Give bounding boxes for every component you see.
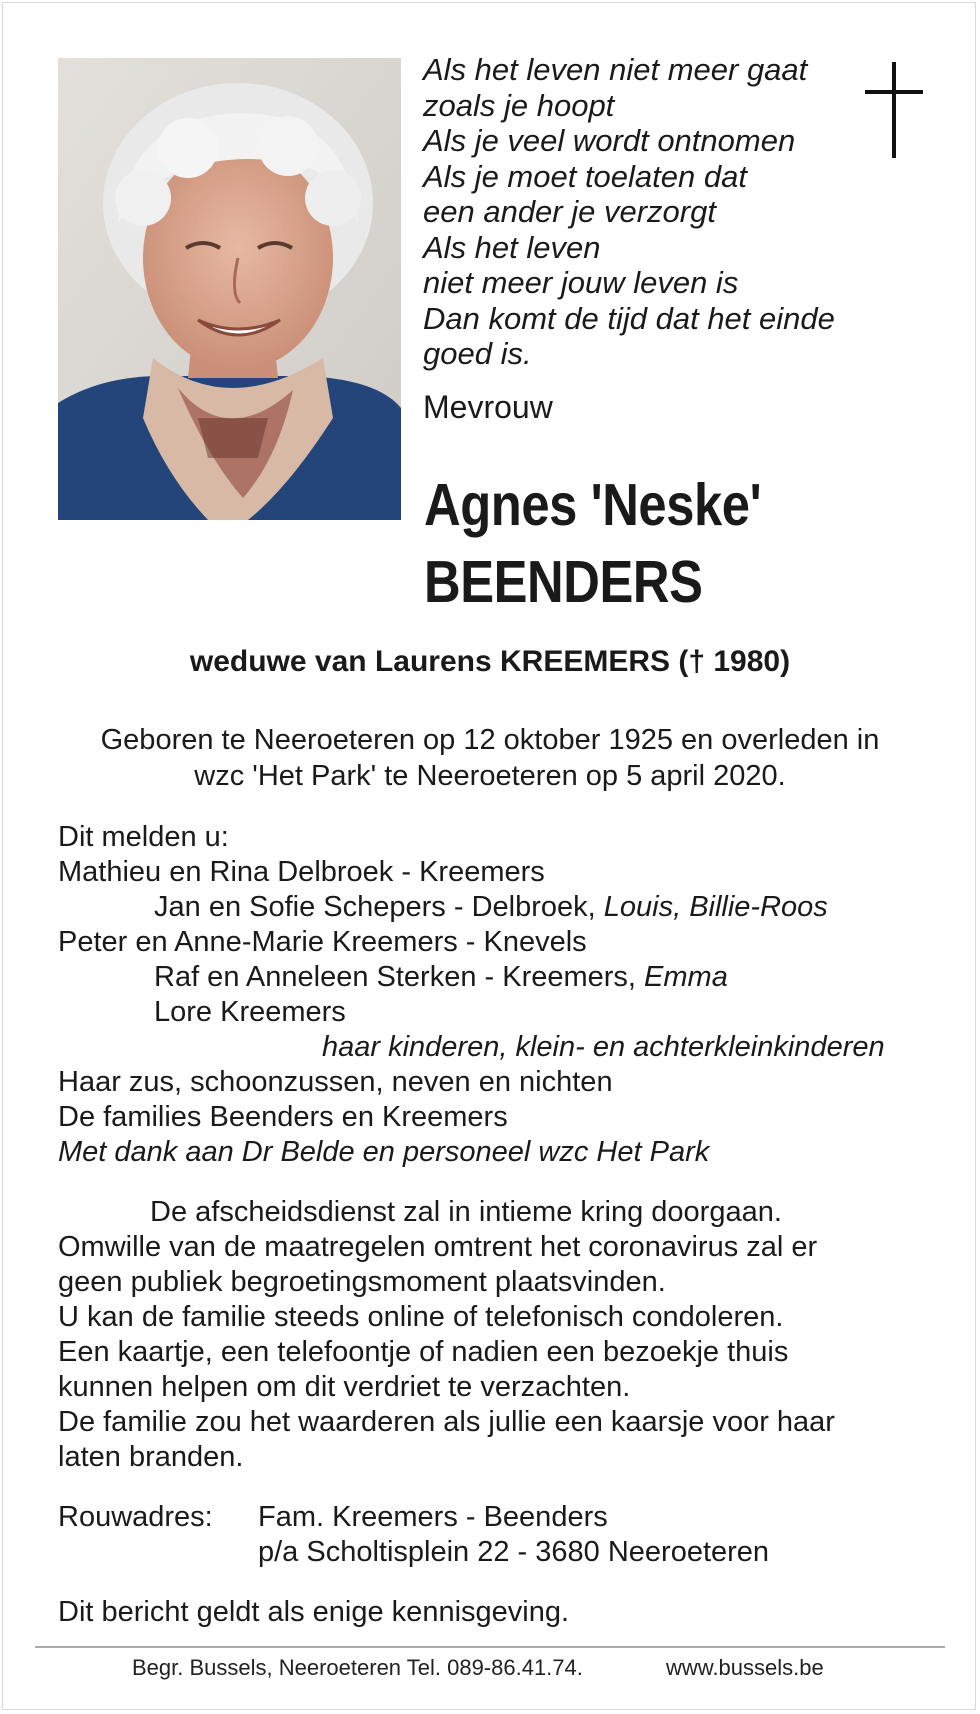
address-line: Fam. Kreemers - Beenders	[258, 1501, 608, 1533]
poem-line: niet meer jouw leven is	[423, 265, 739, 300]
honorific: Mevrouw	[423, 389, 553, 425]
footer-funeral-home: Begr. Bussels, Neeroeteren Tel. 089-86.41.74.	[132, 1655, 583, 1680]
poem	[423, 52, 883, 372]
poem-line: Als het leven niet meer gaat	[423, 52, 808, 87]
poem-line: goed is.	[423, 336, 532, 371]
service-line: laten branden.	[58, 1441, 244, 1473]
poem-line: zoals je hoopt	[423, 87, 615, 123]
family-line: Haar zus, schoonzussen, neven en nichten	[58, 1066, 613, 1098]
death-line: wzc 'Het Park' te Neeroeteren op 5 april 2020.	[194, 760, 786, 792]
family-relation: haar kinderen, klein- en achterkleinkinderen	[322, 1031, 885, 1063]
poem-line: een ander je verzorgt	[423, 194, 716, 229]
service-line: De afscheidsdienst zal in intieme kring doorgaan.	[150, 1196, 782, 1228]
poem-line: Als het leven	[423, 229, 601, 265]
family-line	[154, 961, 728, 994]
widow-line: weduwe van Laurens KREEMERS († 1980)	[189, 645, 791, 678]
grandchildren-names: Louis, Billie-Roos	[603, 891, 828, 923]
family-line: Lore Kreemers	[154, 996, 346, 1028]
poem-line: Als je moet toelaten dat	[423, 158, 747, 194]
service-line: geen publiek begroetingsmoment plaatsvinden.	[58, 1266, 666, 1298]
service-line: kunnen helpen om dit verdriet te verzachten.	[58, 1371, 631, 1403]
address-label: Rouwadres:	[58, 1501, 213, 1533]
footer-divider	[35, 1646, 945, 1648]
family-names: Raf en Anneleen Sterken - Kreemers,	[154, 961, 645, 993]
family-names: Jan en Sofie Schepers - Delbroek,	[154, 891, 604, 923]
service-line: U kan de familie steeds online of telefonisch condoleren.	[58, 1301, 784, 1333]
service-line: Een kaartje, een telefoontje of nadien een bezoekje thuis	[58, 1336, 789, 1368]
family-line: Peter en Anne-Marie Kreemers - Knevels	[58, 926, 587, 958]
family-line: De families Beenders en Kreemers	[58, 1101, 508, 1133]
footer-website[interactable]: www.bussels.be	[666, 1655, 824, 1680]
thanks-line: Met dank aan Dr Belde en personeel wzc Het Park	[58, 1136, 710, 1168]
family-line: Mathieu en Rina Delbroek - Kreemers	[58, 856, 545, 888]
family-intro: Dit melden u:	[58, 821, 229, 853]
poem-line: Als je veel wordt ontnomen	[423, 123, 796, 158]
birth-line: Geboren te Neeroeteren op 12 oktober 1925 en overleden in	[100, 724, 880, 756]
grandchildren-names: Emma	[644, 961, 728, 993]
poem-line: Dan komt de tijd dat het einde	[423, 300, 835, 336]
deceased-name: Agnes 'Neske'	[424, 472, 762, 538]
deceased-surname: BEENDERS	[424, 549, 703, 615]
address-line: p/a Scholtisplein 22 - 3680 Neeroeteren	[258, 1536, 770, 1568]
notice-line: Dit bericht geldt als enige kennisgeving.	[58, 1596, 570, 1628]
service-line: Omwille van de maatregelen omtrent het coronavirus zal er	[58, 1231, 818, 1263]
family-line	[154, 891, 828, 924]
service-line: De familie zou het waarderen als jullie een kaarsje voor haar	[58, 1406, 835, 1438]
portrait-photo	[58, 58, 401, 520]
cross-icon	[865, 62, 923, 158]
birth-death-info	[0, 722, 980, 794]
